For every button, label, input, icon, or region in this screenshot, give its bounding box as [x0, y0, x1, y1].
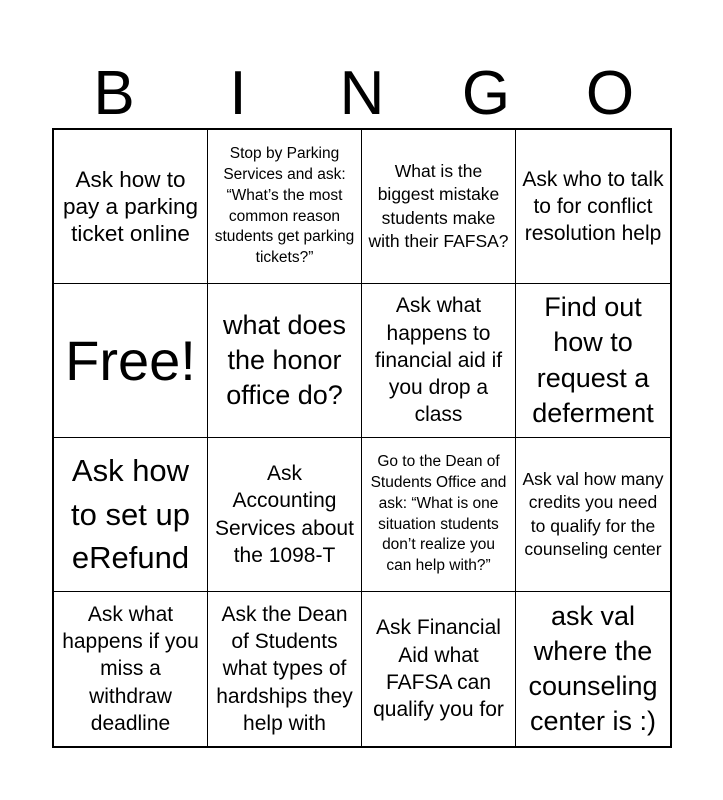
- bingo-cell-r1c4[interactable]: [516, 130, 670, 284]
- bingo-cell-r1c2[interactable]: [208, 130, 362, 284]
- bingo-cell-free[interactable]: [54, 284, 208, 438]
- title-letter-o: O: [585, 59, 635, 128]
- bingo-cell-r3c4[interactable]: [516, 438, 670, 592]
- cell-label: Ask val how many credits you need to qualify for the counseling center: [522, 469, 664, 559]
- cell-label: ask val where the counseling center is :): [528, 600, 658, 737]
- free-space-label: Free!: [65, 328, 196, 392]
- bingo-title: [52, 52, 672, 128]
- bingo-cell-r3c3[interactable]: [362, 438, 516, 592]
- cell-label: Ask what happens if you miss a withdraw deadline: [62, 602, 199, 735]
- bingo-cell-r2c4[interactable]: [516, 284, 670, 438]
- cell-label: Find out how to request a deferment: [532, 292, 654, 428]
- cell-label: Ask how to set up eRefund: [71, 453, 190, 576]
- cell-label: Ask how to pay a parking ticket online: [62, 167, 199, 246]
- bingo-cell-r4c2[interactable]: [208, 592, 362, 746]
- cell-label: Go to the Dean of Students Office and ask: “What is one situation students don’t realize you can help with?”: [370, 452, 507, 575]
- cell-label: Ask the Dean of Students what types of hardships they help with: [216, 602, 353, 735]
- bingo-cell-r1c3[interactable]: [362, 130, 516, 284]
- bingo-cell-r1c1[interactable]: [54, 130, 208, 284]
- cell-label: Ask what happens to financial aid if you drop a class: [374, 294, 503, 427]
- bingo-cell-r2c2[interactable]: [208, 284, 362, 438]
- cell-label: Stop by Parking Services and ask: “What’s the most common reason students get parking tickets?”: [214, 144, 355, 267]
- bingo-cell-r4c1[interactable]: [54, 592, 208, 746]
- cell-label: What is the biggest mistake students make with their FAFSA?: [368, 161, 509, 251]
- bingo-cell-r4c3[interactable]: [362, 592, 516, 746]
- title-letter-n: N: [339, 59, 385, 128]
- cell-label: Ask Accounting Services about the 1098-T: [215, 461, 354, 567]
- title-letter-g: G: [461, 59, 511, 128]
- cell-label: what does the honor office do?: [222, 309, 347, 411]
- bingo-cell-r3c1[interactable]: [54, 438, 208, 592]
- bingo-cell-r4c4[interactable]: [516, 592, 670, 746]
- cell-label: Ask who to talk to for conflict resolution help: [522, 167, 664, 246]
- title-letter-i: I: [229, 59, 247, 128]
- title-letter-b: B: [93, 59, 135, 128]
- bingo-card: [52, 128, 672, 748]
- cell-label: Ask Financial Aid what FAFSA can qualify you for: [373, 616, 504, 722]
- bingo-cell-r2c3[interactable]: [362, 284, 516, 438]
- bingo-cell-r3c2[interactable]: [208, 438, 362, 592]
